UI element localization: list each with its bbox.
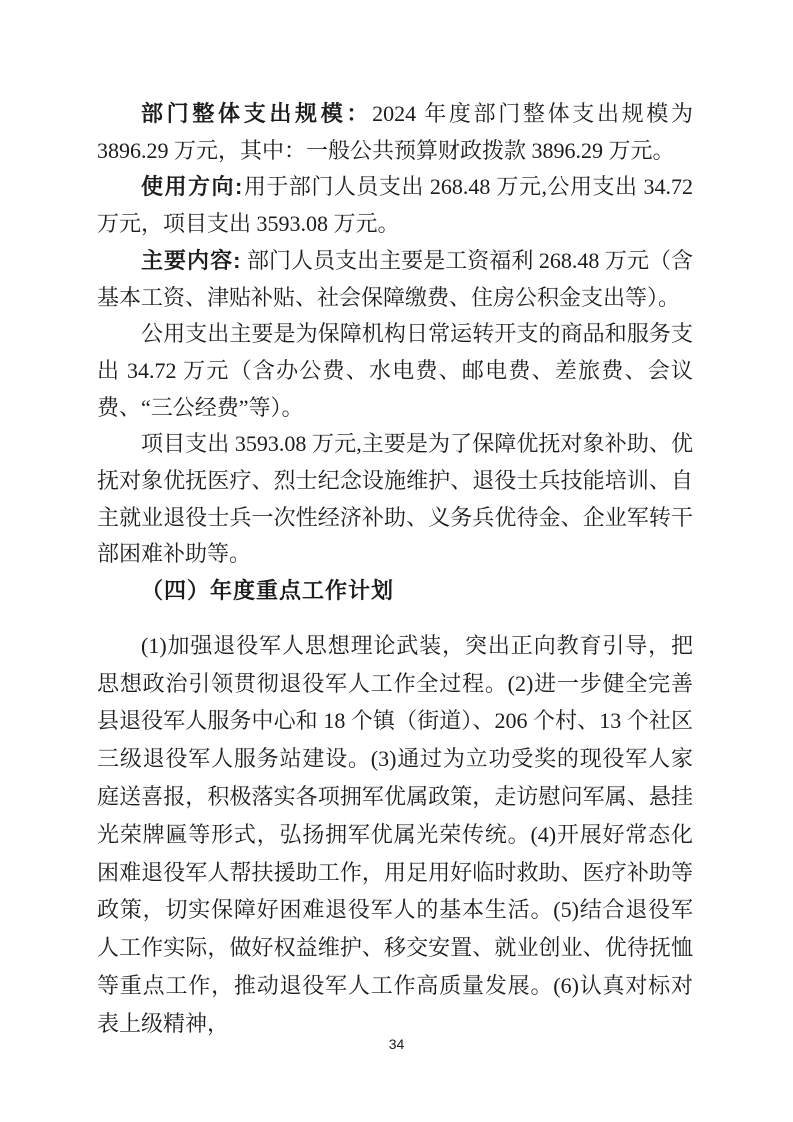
para-text: 项目支出 3593.08 万元,主要是为了保障优抚对象补助、优抚对象优抚医疗、烈士纪念设施维护、退役士兵技能培训、自主就业退役士兵一次性经济补助、义务兵优待金、企业军转干部困难补助等。 [97,431,693,567]
para-annual-work-plan [97,627,693,1043]
para-lead-label: 使用方向: [141,174,244,200]
section-heading-annual-key-work-plan: （四）年度重点工作计划 [141,578,395,604]
para-overall-expenditure-scale [97,96,693,169]
para-lead-label: 主要内容: [141,247,242,273]
para-text: 2024 年度部门整体支出规模为 3896.29 万元，其中：一般公共预算财政拨款 3896.29 万元。 [97,101,693,163]
para-usage-direction [97,169,693,242]
para-lead-label: 部门整体支出规模： [141,101,373,126]
para-project-expenditure [97,426,693,573]
para-public-expenditure [97,316,693,426]
para-text: 用于部门人员支出 268.48 万元,公用支出 34.72 万元，项目支出 3593.08 万元。 [97,174,693,237]
page-number: 34 [388,1036,405,1052]
page-content [97,96,693,1043]
para-main-content [97,243,693,316]
para-text: (1)加强退役军人思想理论武装，突出正向教育引导，把思想政治引领贯彻退役军人工作全过程。(2)进一步健全完善县退役军人服务中心和 18 个镇（街道）、206 个村、13 个社区三级退役军人服务站建设。(3)通过为立功受奖的现役军人家庭送喜报，积极落实各项拥军优属政策，走访慰问军属、悬挂光荣牌匾等形式，弘扬拥军优属光荣传统。(4)开展好常态化困难退役军人帮扶援助工作，用足用好临时救助、医疗补助等政策，切实保障好困难退役军人的基本生活。(5)结合退役军人工作实际，做好权益维护、移交安置、就业创业、优待抚恤等重点工作，推动退役军人工作高质量发展。(6)认真对标对表上级精神， [97,632,693,1036]
para-text: 部门人员支出主要是工资福利 268.48 万元（含基本工资、津贴补贴、社会保障缴费、住房公积金支出等）。 [97,247,693,310]
para-text: 公用支出主要是为保障机构日常运转开支的商品和服务支出 34.72 万元（含办公费、水电费、邮电费、差旅费、会议费、“三公经费”等）。 [97,321,693,420]
